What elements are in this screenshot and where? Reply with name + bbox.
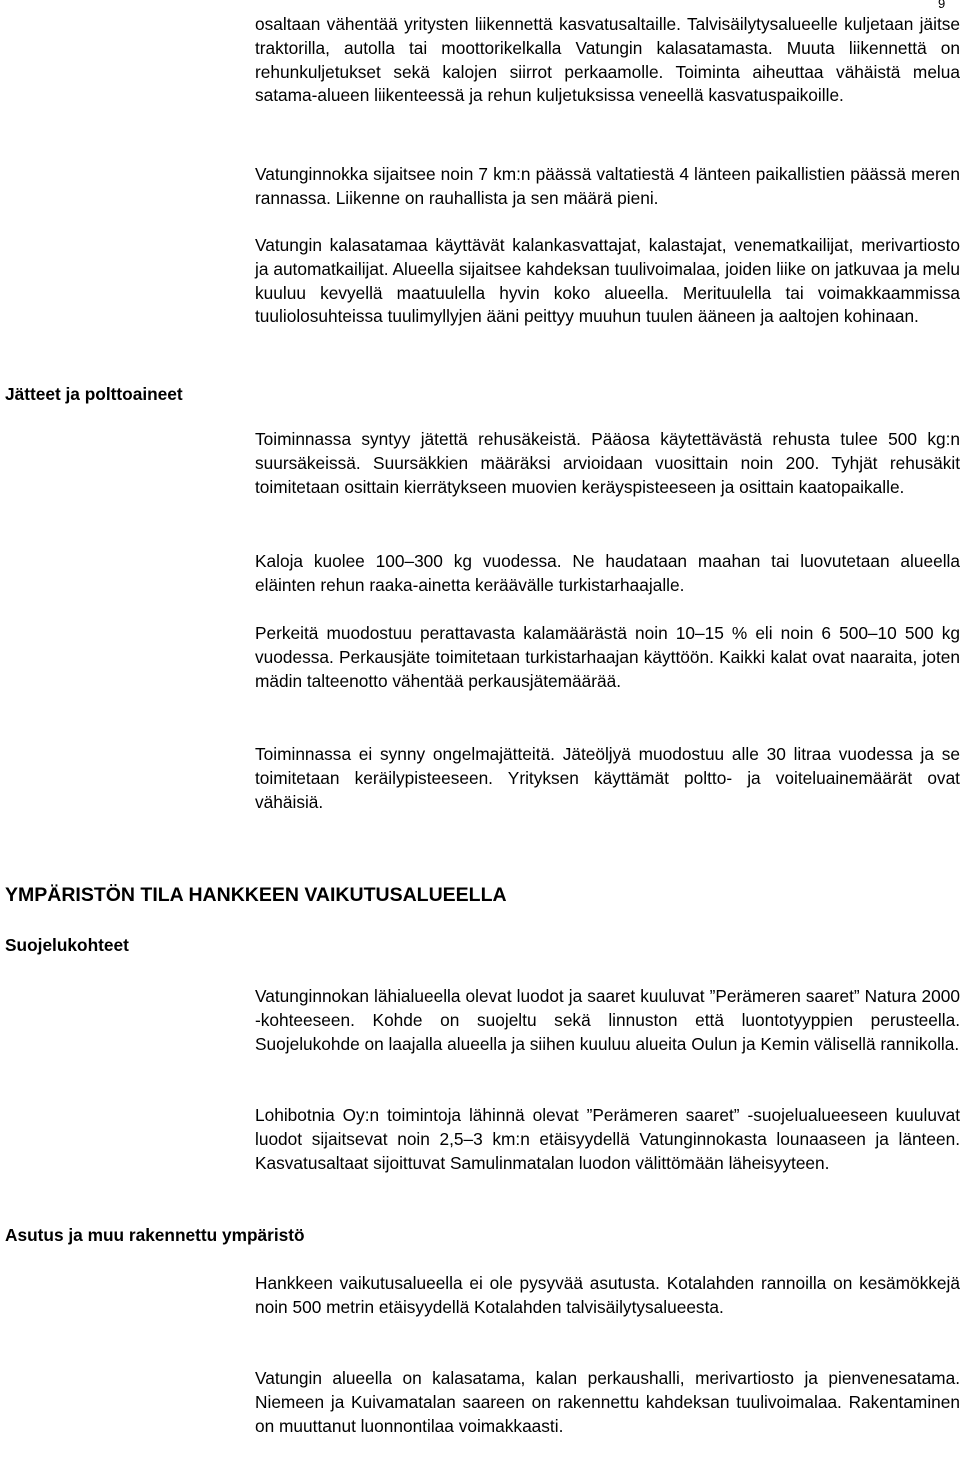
page-number: 9 xyxy=(938,0,946,11)
traffic-paragraph-2: Vatunginnokka sijaitsee noin 7 km:n päässä valtatiestä 4 länteen paikallistien päässä meren rannassa. Liikenne on rauhallista ja sen määrä pieni. xyxy=(255,164,960,208)
waste-paragraph-1: Toiminnassa syntyy jätettä rehusäkeistä. Pääosa käytettävästä rehusta tulee 500 kg:n suursäkeissä. Suursäkkien määräksi arvioidaan vuosittain noin 200. Tyhjät rehusäkit toimitetaan osittain kierrätykseen muovien keräyspisteeseen ja osittain kaatopaikalle. xyxy=(255,429,960,497)
waste-heading: Jätteet ja polttoaineet xyxy=(5,384,183,404)
protection-paragraph-2: Lohibotnia Oy:n toimintoja lähinnä olevat ”Perämeren saaret” -suojelualueeseen kuuluvat luodot sijaitsevat noin 2,5–3 km:n etäisyydellä Vatunginnokasta lounaaseen ja länteen. Kasvatusaltaat sijoittuvat Samulinmatalan luodon välittömään läheisyyteen. xyxy=(255,1105,960,1173)
settlement-paragraph-2: Vatungin alueella on kalasatama, kalan perkaushalli, merivartiosto ja pienvenesatama. Niemeen ja Kuivamatalan saareen on rakennettu kahdeksan tuulivoimalaa. Rakentaminen on muuttanut luonnontilaa voimakkaasti. xyxy=(255,1368,960,1436)
protection-heading: Suojelukohteet xyxy=(5,935,129,955)
settlement-paragraph-1: Hankkeen vaikutusalueella ei ole pysyvää asutusta. Kotalahden rannoilla on kesämökkejä noin 500 metrin etäisyydellä Kotalahden talvisäilytysalueesta. xyxy=(255,1273,960,1317)
traffic-paragraph-3: Vatungin kalasatamaa käyttävät kalankasvattajat, kalastajat, venematkailijat, merivartiosto ja automatkailijat. Alueella sijaitsee kahdeksan tuulivoimalaa, joiden liike on jatkuvaa ja melu kuuluu kevyellä maatuulella hyvin koko alueella. Merituulella tai voimakkaammissa tuuliolosuhteissa tuulimyllyjen ääni peittyy muuhun tuulen ääneen ja aaltojen kohinaan. xyxy=(255,235,960,327)
waste-paragraph-2: Kaloja kuolee 100–300 kg vuodessa. Ne haudataan maahan tai luovutetaan alueella eläinten rehun raaka-ainetta keräävälle turkistarhaajalle. xyxy=(255,551,960,595)
environment-heading: YMPÄRISTÖN TILA HANKKEEN VAIKUTUSALUEELLA xyxy=(5,884,507,906)
traffic-paragraph-1: osaltaan vähentää yritysten liikennettä kasvatusaltaille. Talvisäilytysalueelle kuljetaan jäitse traktorilla, autolla tai moottorikelkalla Vatungin kalasatamasta. Muuta liikennettä on rehunkuljetukset sekä kalojen siirrot perkaamolle. Toiminta aiheuttaa vähäistä melua satama-alueen liikenteessä ja rehun kuljetuksissa veneellä kasvatuspaikoille. xyxy=(255,14,960,106)
waste-paragraph-4: Toiminnassa ei synny ongelmajätteitä. Jäteöljyä muodostuu alle 30 litraa vuodessa ja se toimitetaan keräilypisteeseen. Yrityksen käyttämät poltto- ja voiteluainemäärät ovat vähäisiä. xyxy=(255,744,960,812)
waste-paragraph-3: Perkeitä muodostuu perattavasta kalamäärästä noin 10–15 % eli noin 6 500–10 500 kg vuodessa. Perkausjäte toimitetaan turkistarhaajan käyttöön. Kaikki kalat ovat naaraita, joten mädin talteenotto vähentää perkausjätemäärää. xyxy=(255,623,960,691)
settlement-heading: Asutus ja muu rakennettu ympäristö xyxy=(5,1225,305,1245)
protection-paragraph-1: Vatunginnokan lähialueella olevat luodot ja saaret kuuluvat ”Perämeren saaret” Natura 2000 -kohteeseen. Kohde on suojeltu sekä linnuston että luontotyyppien perusteella. Suojelukohde on laajalla alueella ja siihen kuuluu alueita Oulun ja Kemin välisellä rannikolla. xyxy=(255,986,960,1054)
